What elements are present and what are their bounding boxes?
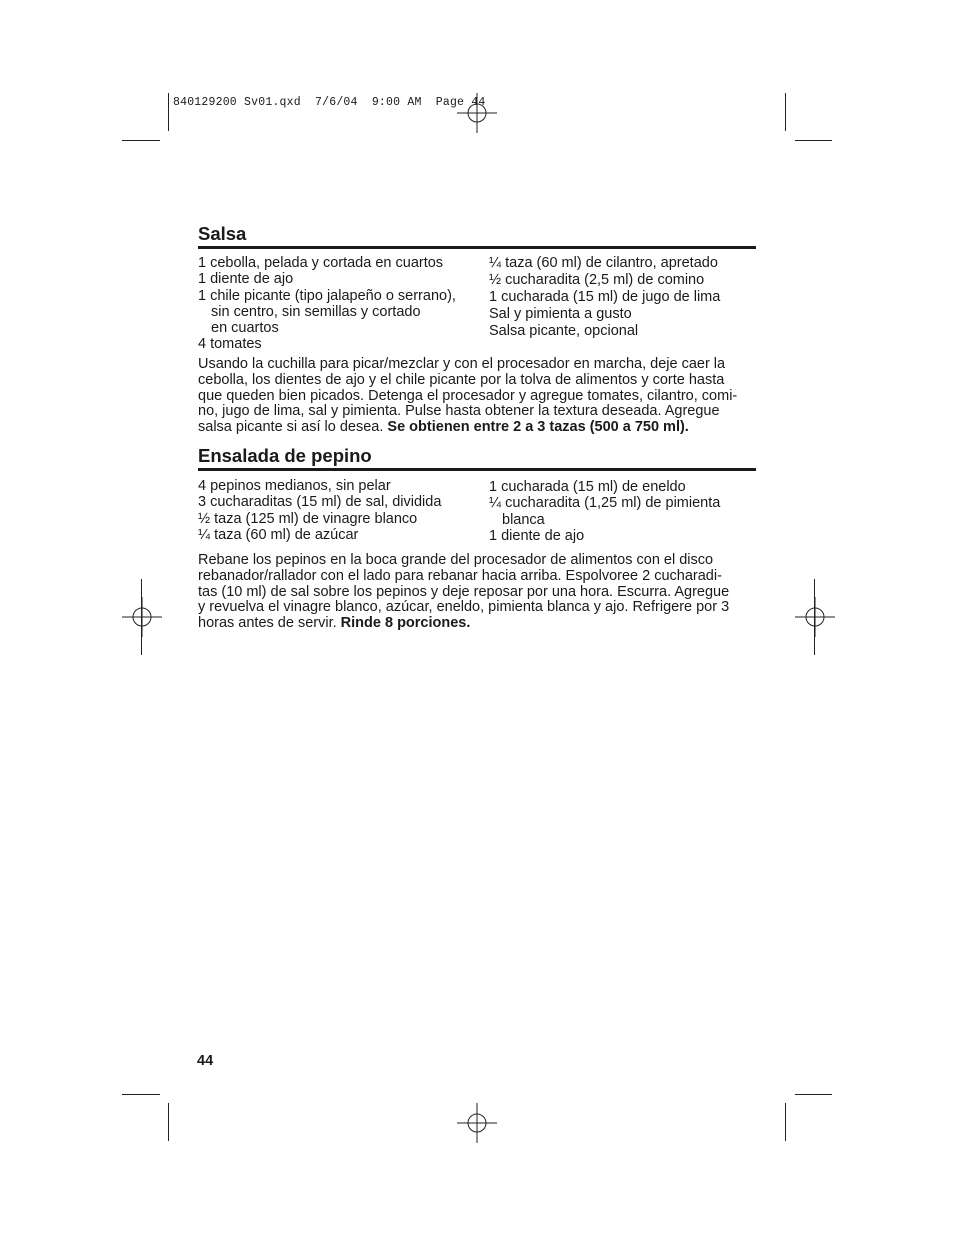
- instruction-line: que queden bien picados. Detenga el procesador y agregue tomates, cilantro, comi-: [198, 387, 738, 404]
- ingredient: Sal y pimienta a gusto: [489, 306, 632, 322]
- instruction-line-last: [198, 616, 758, 632]
- instruction-text: salsa picante si así lo desea.: [198, 419, 388, 436]
- crop-mark-top-left-h: [122, 140, 160, 141]
- ingredient: ½ taza (125 ml) de vinagre blanco: [198, 510, 418, 527]
- instruction-line: y revuelva el vinagre blanco, azúcar, eneldo, pimienta blanca y ajo. Refrigere por 3: [198, 599, 730, 616]
- registration-mark-top: [457, 93, 497, 133]
- page-number: 44: [197, 1053, 214, 1069]
- pepino-title: Ensalada de pepino: [198, 445, 372, 466]
- ingredient: 4 tomates: [198, 336, 262, 353]
- instruction-line: tas (10 ml) de sal sobre los pepinos y deje reposar por una hora. Escurra. Agregue: [198, 583, 730, 600]
- ingredient: 3 cucharaditas (15 ml) de sal, dividida: [198, 494, 442, 511]
- reg-line-left: [141, 579, 142, 655]
- pepino-ingredients-right: [489, 479, 720, 544]
- salsa-title: Salsa: [198, 223, 247, 244]
- ingredient: blanca: [502, 511, 545, 528]
- ingredient: 1 diente de ajo: [489, 527, 585, 544]
- ingredient: 1 cucharada (15 ml) de eneldo: [489, 479, 686, 495]
- ingredient: 4 pepinos medianos, sin pelar: [198, 478, 391, 494]
- print-slug: 840129200 Sv01.qxd 7/6/04 9:00 AM Page 44: [173, 96, 486, 109]
- ingredient: 1 chile picante (tipo jalapeño o serrano),: [198, 287, 456, 304]
- ingredient: ½ cucharadita (2,5 ml) de comino: [489, 272, 705, 288]
- salsa-rule: [198, 246, 756, 249]
- ingredient: sin centro, sin semillas y cortado: [211, 303, 421, 320]
- instruction-text: horas antes de servir.: [198, 615, 341, 632]
- pepino-ingredients-left: [198, 478, 441, 543]
- registration-mark-left: [122, 597, 162, 637]
- ingredient: ¼ taza (60 ml) de cilantro, apretado: [489, 255, 718, 271]
- crop-mark-top-right-v: [785, 93, 786, 131]
- ingredient: 1 cebolla, pelada y cortada en cuartos: [198, 255, 444, 271]
- pepino-rule: [198, 468, 756, 471]
- instruction-line: no, jugo de lima, sal y pimienta. Pulse hasta obtener la textura deseada. Agregue: [198, 403, 720, 420]
- ingredient: Salsa picante, opcional: [489, 323, 639, 339]
- crop-mark-top-left-v: [168, 93, 169, 131]
- instruction-line: Usando la cuchilla para picar/mezclar y con el procesador en marcha, deje caer la: [198, 356, 726, 372]
- pepino-instructions: [198, 553, 758, 632]
- instruction-line: cebolla, los dientes de ajo y el chile picante por la tolva de alimentos y corte hasta: [198, 371, 725, 388]
- reg-line-right: [814, 579, 815, 655]
- ingredient: en cuartos: [211, 320, 279, 337]
- instruction-line: rebanador/rallador con el lado para rebanar hacia arriba. Espolvoree 2 cucharadi-: [198, 567, 722, 584]
- pepino-yield: Rinde 8 porciones.: [340, 615, 471, 632]
- crop-mark-bottom-left-h: [122, 1094, 160, 1095]
- ingredient: 1 diente de ajo: [198, 271, 294, 288]
- crop-mark-bottom-right-h: [795, 1094, 832, 1095]
- ingredient: ¼ cucharadita (1,25 ml) de pimienta: [489, 495, 721, 512]
- salsa-yield: Se obtienen entre 2 a 3 tazas (500 a 750 ml).: [387, 419, 689, 436]
- crop-mark-top-right-h: [795, 140, 832, 141]
- instruction-line: Rebane los pepinos en la boca grande del procesador de alimentos con el disco: [198, 552, 714, 568]
- instruction-line-last: [198, 420, 758, 436]
- salsa-instructions: [198, 357, 758, 436]
- salsa-ingredients-left: [198, 255, 456, 353]
- ingredient: 1 cucharada (15 ml) de jugo de lima: [489, 289, 721, 305]
- registration-mark-bottom: [457, 1103, 497, 1143]
- registration-mark-right: [795, 597, 835, 637]
- crop-mark-bottom-left-v: [168, 1103, 169, 1141]
- crop-mark-bottom-right-v: [785, 1103, 786, 1141]
- ingredient: ¼ taza (60 ml) de azúcar: [198, 526, 359, 543]
- salsa-ingredients-right: [489, 255, 720, 340]
